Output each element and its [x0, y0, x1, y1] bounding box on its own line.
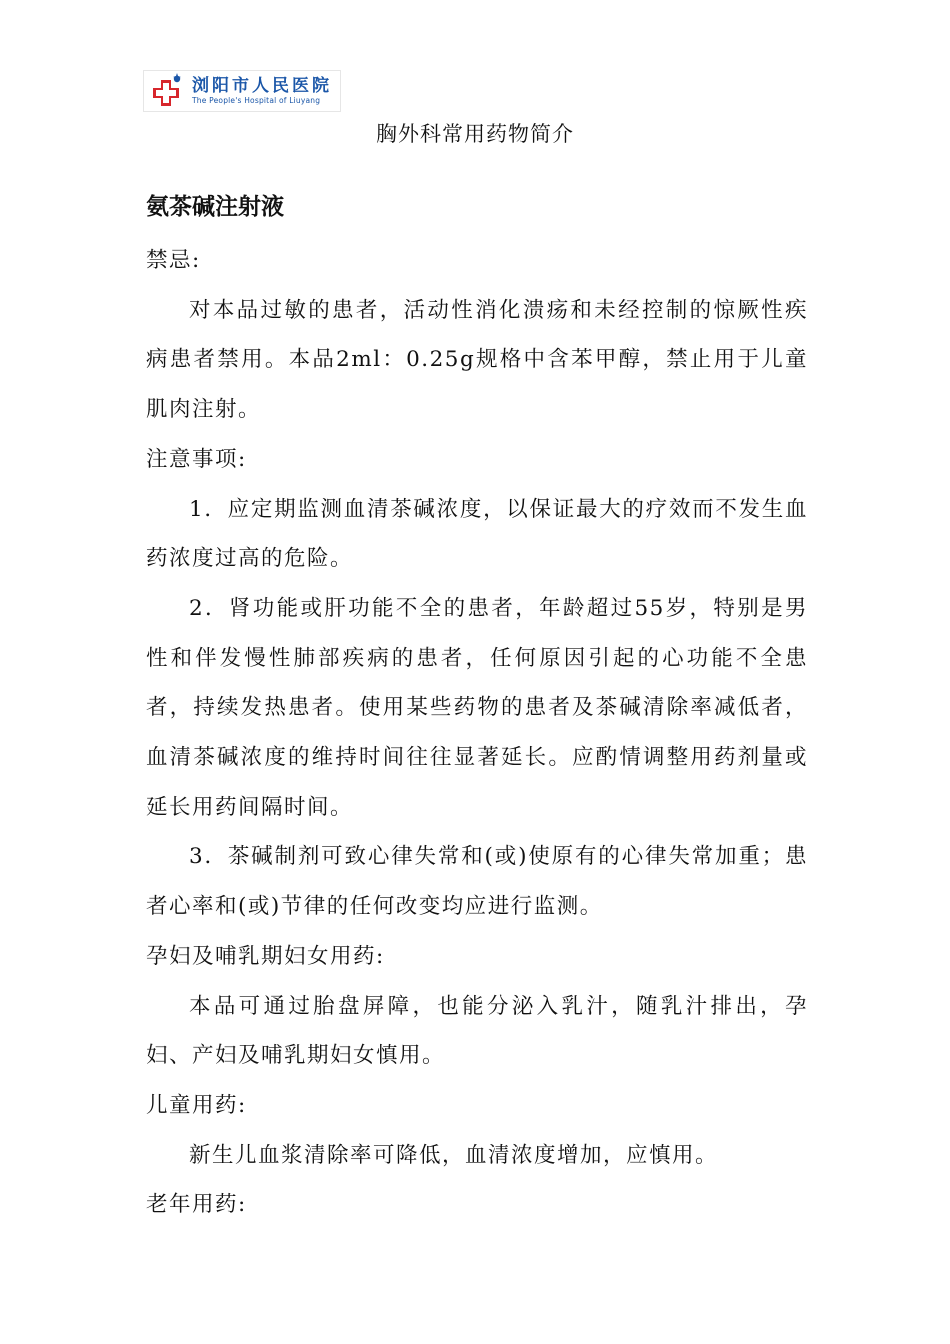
paragraph-contraindications: 对本品过敏的患者，活动性消化溃疡和未经控制的惊厥性疾病患者禁用。本品2ml：0.25g规格中含苯甲醇，禁止用于儿童肌肉注射。 — [146, 297, 808, 423]
paragraph-pediatric: 新生儿血浆清除率可降低，血清浓度增加，应慎用。 — [189, 1142, 719, 1168]
hospital-logo — [143, 70, 341, 112]
document-body — [146, 236, 808, 1230]
section-heading-pediatric: 儿童用药: — [146, 1092, 247, 1118]
paragraph-pregnancy: 本品可通过胎盘屏障，也能分泌入乳汁，随乳汁排出，孕妇、产妇及哺乳期妇女慎用。 — [146, 993, 808, 1069]
paragraph-precaution-1: 1．应定期监测血清茶碱浓度，以保证最大的疗效而不发生血药浓度过高的危险。 — [146, 496, 808, 572]
logo-name-cn: 浏阳市人民医院 — [192, 76, 332, 96]
document-title: 胸外科常用药物简介 — [376, 122, 574, 146]
drug-name-heading: 氨茶碱注射液 — [146, 194, 284, 220]
logo-name-en: The People's Hospital of Liuyang — [192, 96, 321, 105]
section-heading-pregnancy: 孕妇及哺乳期妇女用药: — [146, 943, 385, 969]
medical-cross-icon — [144, 71, 190, 111]
paragraph-precaution-3: 3．茶碱制剂可致心律失常和(或)使原有的心律失常加重；患者心率和(或)节律的任何改变均应进行监测。 — [146, 844, 808, 920]
paragraph-precaution-2: 2．肾功能或肝功能不全的患者，年龄超过55岁，特别是男性和伴发慢性肺部疾病的患者，任何原因引起的心功能不全患者，持续发热患者。使用某些药物的患者及茶碱清除率减低者，血清茶碱浓度的维持时间往往显著延长。应酌情调整用药剂量或延长用药间隔时间。 — [146, 595, 808, 820]
section-heading-geriatric: 老年用药: — [146, 1192, 247, 1218]
section-heading-precautions: 注意事项: — [146, 446, 247, 472]
section-heading-contraindications: 禁忌: — [146, 248, 201, 273]
